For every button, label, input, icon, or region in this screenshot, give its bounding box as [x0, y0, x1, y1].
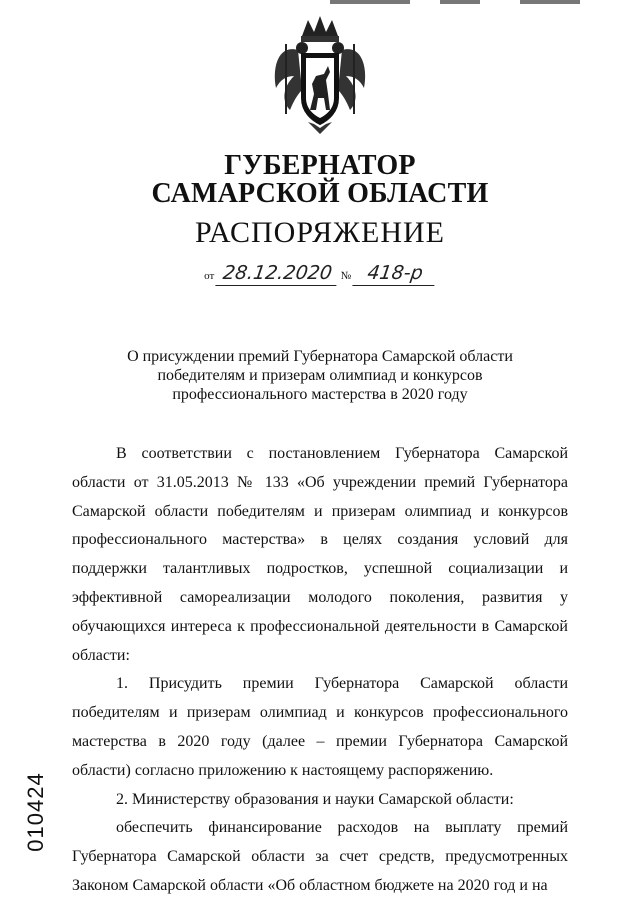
paragraph-item-2-detail: обеспечить финансирование расходов на выплату премий Губернатора Самарской области за счет средств, предусмотренных Законом Самарской области «Об областном бюджете на 2020 год и на — [72, 819, 568, 894]
subject-line: победителям и призерам олимпиад и конкурсов — [157, 367, 483, 384]
paragraph-preamble: В соответствии с постановлением Губернатора Самарской области от 31.05.2013 № 133 «Об учреждении премий Губернатора Самарской области победителям и призерам олимпиад и конкурсов профессионального мастерства» в целях создания условий для поддержки талантливых подростков, успешной социализации и эффективной самореализации молодого поколения, развития у обучающихся интереса к профессиональной деятельности в Самарской области: — [72, 445, 568, 664]
side-code: 010424 — [23, 772, 48, 852]
document-body — [72, 440, 568, 901]
number-label: № — [340, 270, 352, 282]
header-line2: САМАРСКОЙ ОБЛАСТИ — [151, 178, 489, 209]
paragraph-item-1: 1. Присудить премии Губернатора Самарской области победителям и призерам олимпиад и конкурсов профессионального мастерства в 2020 году (далее – премии Губернатора Самарской области) согласно приложению к настоящему распоряжению. — [72, 675, 568, 779]
header-line1: ГУБЕРНАТОР — [224, 150, 416, 181]
scan-mark — [330, 0, 410, 4]
scan-mark — [440, 0, 480, 4]
subject-line: профессионального мастерства в 2020 году — [172, 386, 468, 403]
coat-of-arms-icon — [268, 14, 372, 138]
subject — [100, 347, 540, 404]
from-label: от — [204, 270, 215, 282]
document-type: РАСПОРЯЖЕНИЕ — [194, 216, 446, 249]
scan-mark — [520, 0, 580, 4]
paragraph-item-2: 2. Министерству образования и науки Самарской области: — [116, 790, 514, 808]
date-value: 28.12.2020 — [215, 262, 339, 286]
dateline — [0, 262, 640, 286]
number-value: 418-р — [352, 262, 437, 286]
subject-line: О присуждении премий Губернатора Самарской области — [127, 348, 513, 365]
